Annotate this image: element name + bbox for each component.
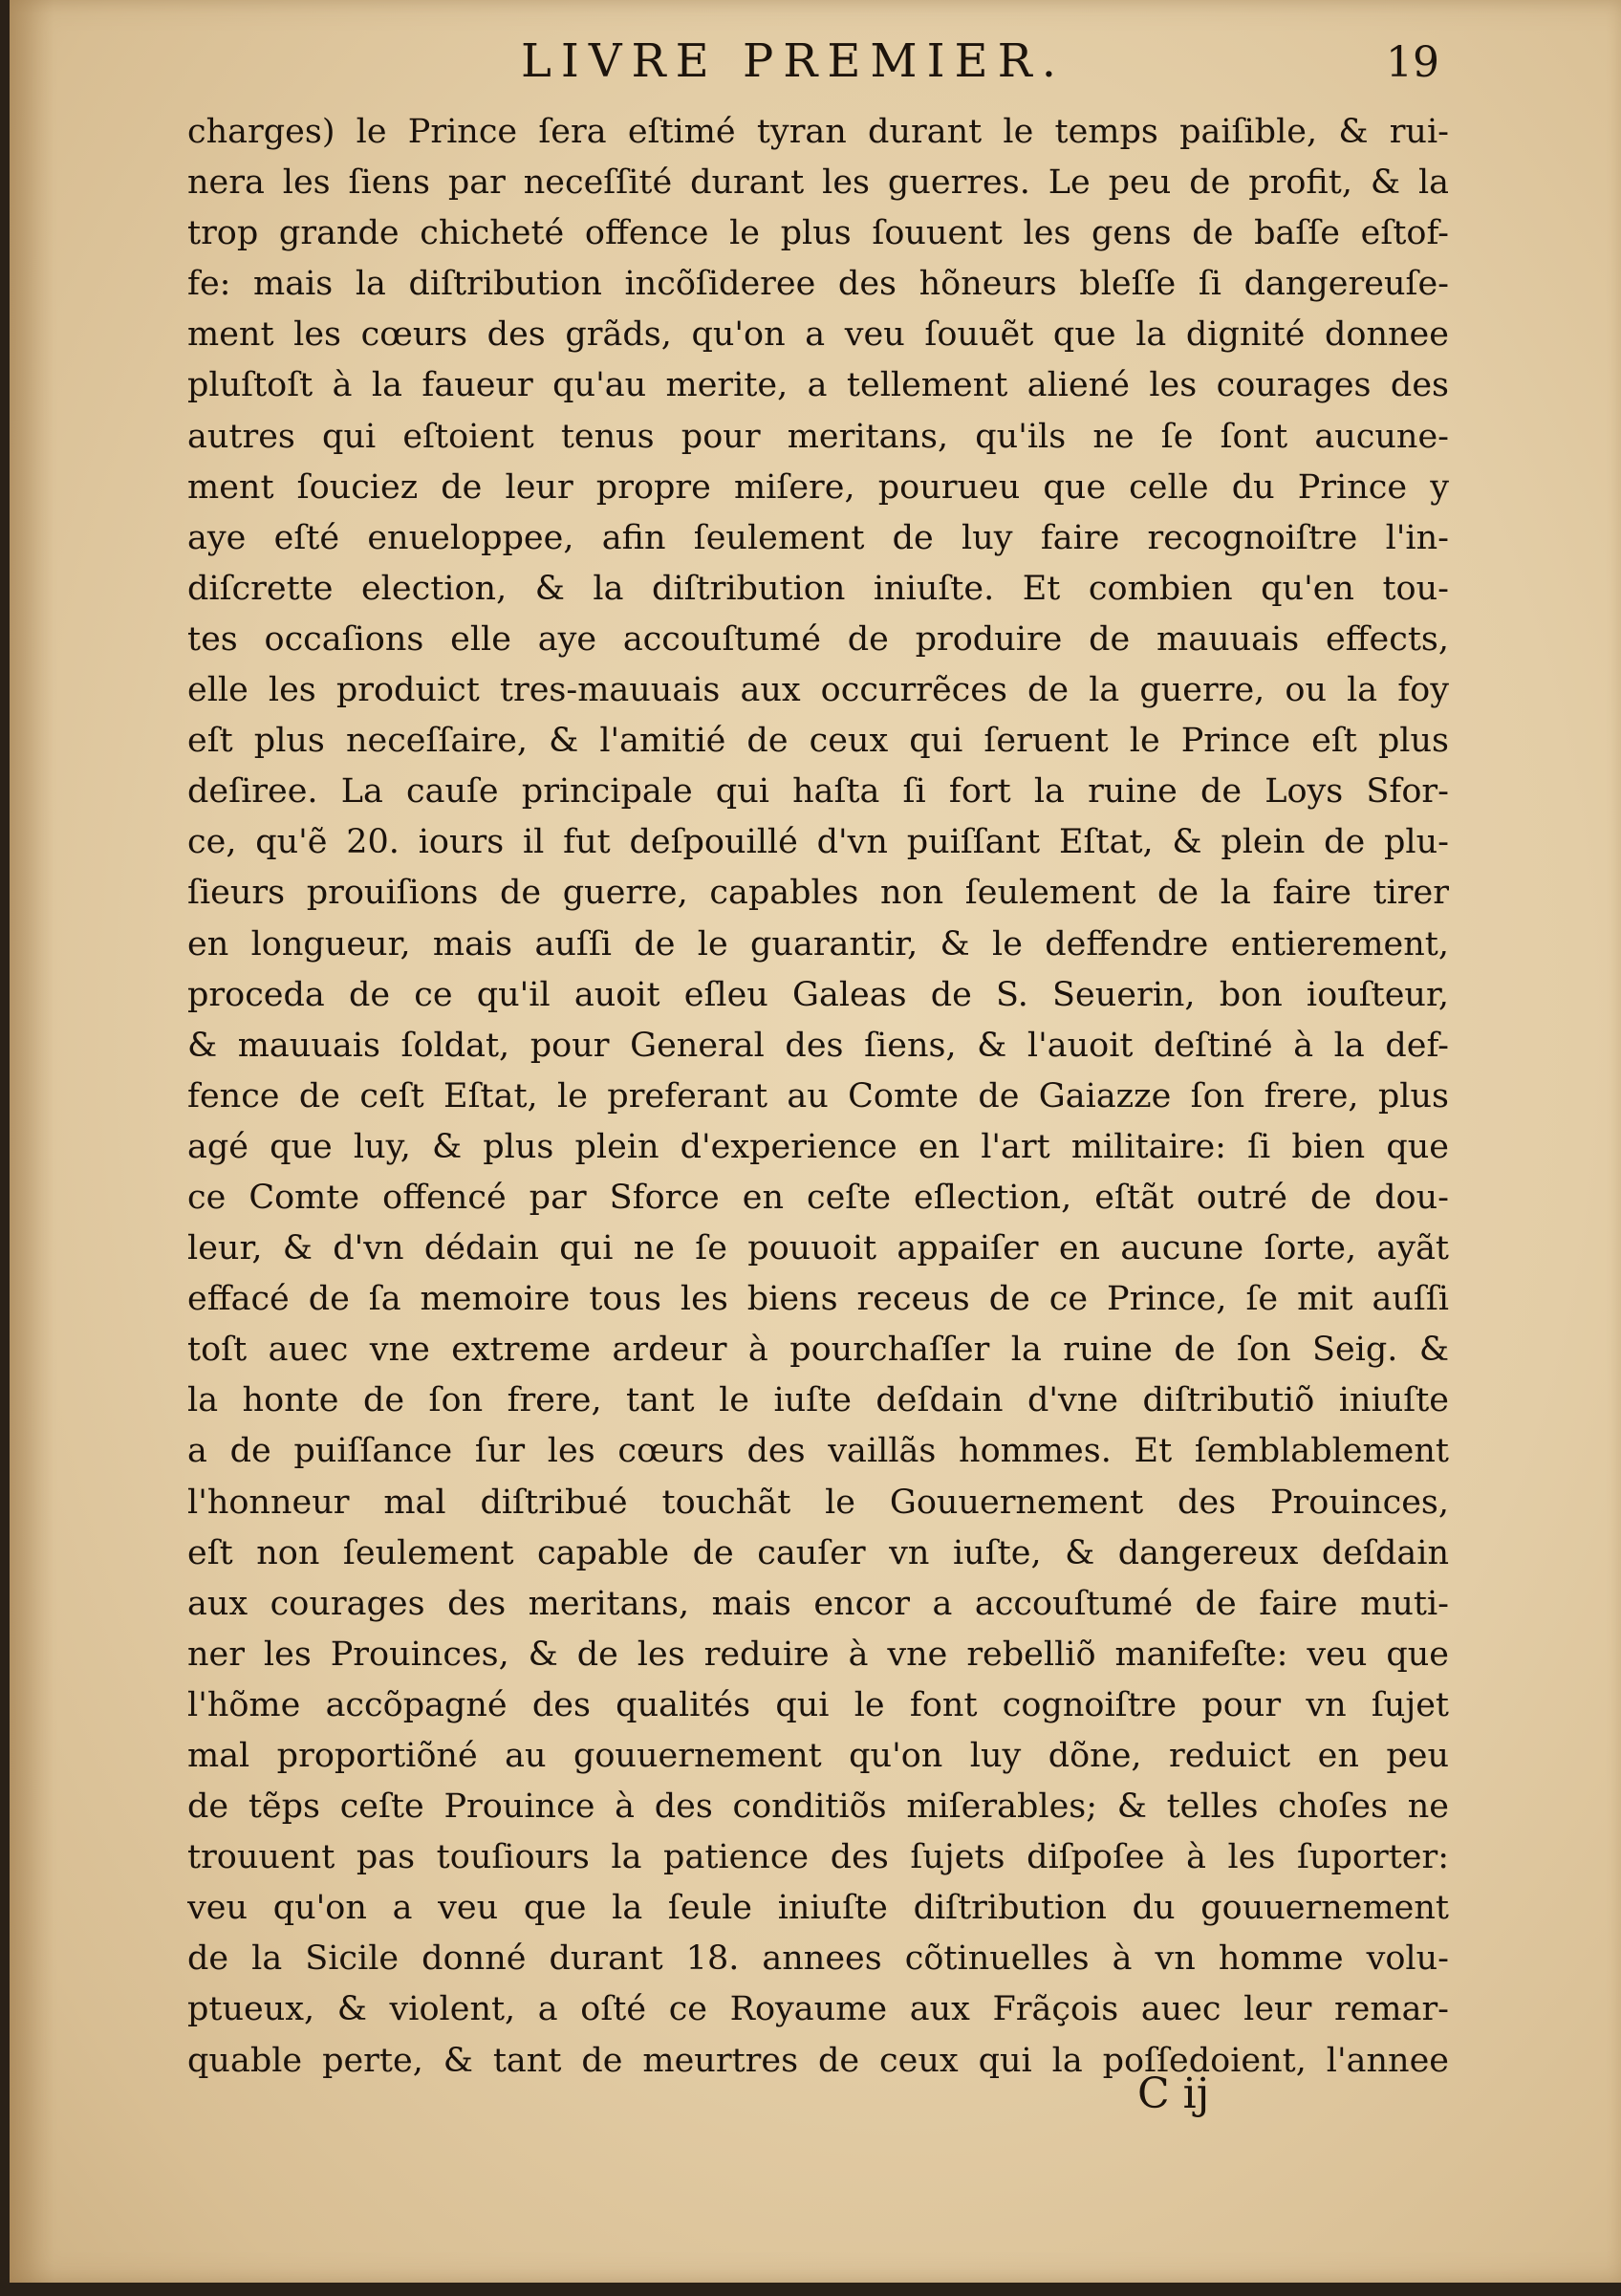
text-line: deſiree. La cauſe principale qui haſta ſi fort la ruine de Loys Sfor- [187, 772, 1449, 812]
text-line: trop grande chicheté offence le plus ſouuent les gens de baſſe eſtof- [187, 214, 1449, 253]
text-line: ce, qu'ẽ 20. iours il fut deſpouillé d'vn puiſſant Eſtat, & plein de plu- [187, 823, 1449, 862]
text-line: a de puiſſance ſur les cœurs des vaillãs hommes. Et ſemblablement [187, 1432, 1449, 1471]
text-line: ner les Prouinces, & de les reduire à vne rebelliõ manifeſte: veu que [187, 1635, 1449, 1674]
text-line: en longueur, mais auſſi de le guarantir, & le deffendre entierement, [187, 924, 1449, 964]
text-line: pluſtoſt à la faueur qu'au merite, a tellement aliené les courages des [187, 366, 1449, 405]
text-line: tes occaſions elle aye accouſtumé de produire de mauuais effects, [187, 619, 1449, 659]
text-line: toſt auec vne extreme ardeur à pourchaſſer la ruine de ſon Seig. & [187, 1331, 1449, 1370]
text-line: diſcrette election, & la diſtribution iniuſte. Et combien qu'en tou- [187, 569, 1449, 608]
text-line: agé que luy, & plus plein d'experience en l'art militaire: ſi bien que [187, 1127, 1449, 1166]
text-line: charges) le Prince ſera eſtimé tyran durant le temps paiſible, & rui- [187, 113, 1449, 151]
page-header [10, 17, 1621, 103]
page-gutter-shadow [10, 0, 54, 2283]
text-line: ment les cœurs des grãds, qu'on a veu ſouuẽt que la dignité donnee [187, 315, 1449, 355]
text-line: de tẽps ceſte Prouince à des conditiõs miſerables; & telles choſes ne [187, 1787, 1449, 1827]
book-page [10, 0, 1621, 2283]
text-line: de la Sicile donné durant 18. annees cõtinuelles à vn homme volu- [187, 1939, 1449, 1979]
text-line: aye eſté enueloppee, afin ſeulement de luy faire recognoiſtre l'in- [187, 518, 1449, 557]
body-text [187, 107, 1449, 2087]
text-line: ptueux, & violent, a oſté ce Royaume aux Frãçois auec leur remar- [187, 1990, 1449, 2029]
text-line: nera les ſiens par neceſſité durant les guerres. Le peu de profit, & la [187, 163, 1449, 203]
text-line: ce Comte offencé par Sforce en ceſte eſlection, eſtãt outré de dou- [187, 1178, 1449, 1217]
text-line: l'hõme accõpagné des qualités qui le font cognoiſtre pour vn ſujet [187, 1685, 1449, 1724]
text-line: la honte de ſon frere, tant le iuſte deſdain d'vne diſtributiõ iniuſte [187, 1381, 1449, 1420]
text-line: fence de ceſt Eſtat, le preferant au Comte de Gaiazze ſon frere, plus [187, 1076, 1449, 1116]
text-line: leur, & d'vn dédain qui ne ſe pouuoit appaiſer en aucune ſorte, ayãt [187, 1229, 1449, 1268]
text-line: elle les produict tres-mauuais aux occurrẽces de la guerre, ou la foy [187, 671, 1449, 710]
text-line: mal proportiõné au gouuernement qu'on luy dõne, reduict en peu [187, 1737, 1449, 1775]
text-line: & mauuais ſoldat, pour General des ſiens, & l'auoit deſtiné à la def- [187, 1026, 1449, 1065]
text-line: ſieurs prouiſions de guerre, capables non ſeulement de la faire tirer [187, 874, 1449, 913]
text-line: eſt non ſeulement capable de cauſer vn iuſte, & dangereux deſdain [187, 1533, 1449, 1572]
text-line: quable perte, & tant de meurtres de ceux qui la poſſedoient, l'annee [187, 2041, 1449, 2080]
running-head: LIVRE PREMIER. [521, 34, 1066, 88]
text-line: proceda de ce qu'il auoit eſleu Galeas de S. Seuerin, bon iouſteur, [187, 975, 1449, 1014]
text-line: veu qu'on a veu que la ſeule iniuſte diſtribution du gouuernement [187, 1889, 1449, 1928]
text-line: ment ſouciez de leur propre miſere, pourueu que celle du Prince y [187, 467, 1449, 507]
text-line: eſt plus neceſſaire, & l'amitié de ceux qui ſeruent le Prince eſt plus [187, 722, 1449, 761]
text-line: trouuent pas touſiours la patience des ſujets diſpoſee à les ſuporter: [187, 1838, 1449, 1877]
text-line: l'honneur mal diſtribué touchãt le Gouuernement des Prouinces, [187, 1483, 1449, 1522]
text-line: autres qui eſtoient tenus pour meritans, qu'ils ne ſe ſont aucune- [187, 417, 1449, 456]
signature-mark: C ij [1137, 2069, 1210, 2118]
text-line: fe: mais la diſtribution incõſideree des hõneurs bleſſe ſi dangereuſe- [187, 265, 1449, 304]
text-line: effacé de ſa memoire tous les biens receus de ce Prince, ſe mit auſſi [187, 1280, 1449, 1319]
page-number: 19 [1386, 38, 1439, 87]
text-line: aux courages des meritans, mais encor a accouſtumé de faire muti- [187, 1584, 1449, 1623]
